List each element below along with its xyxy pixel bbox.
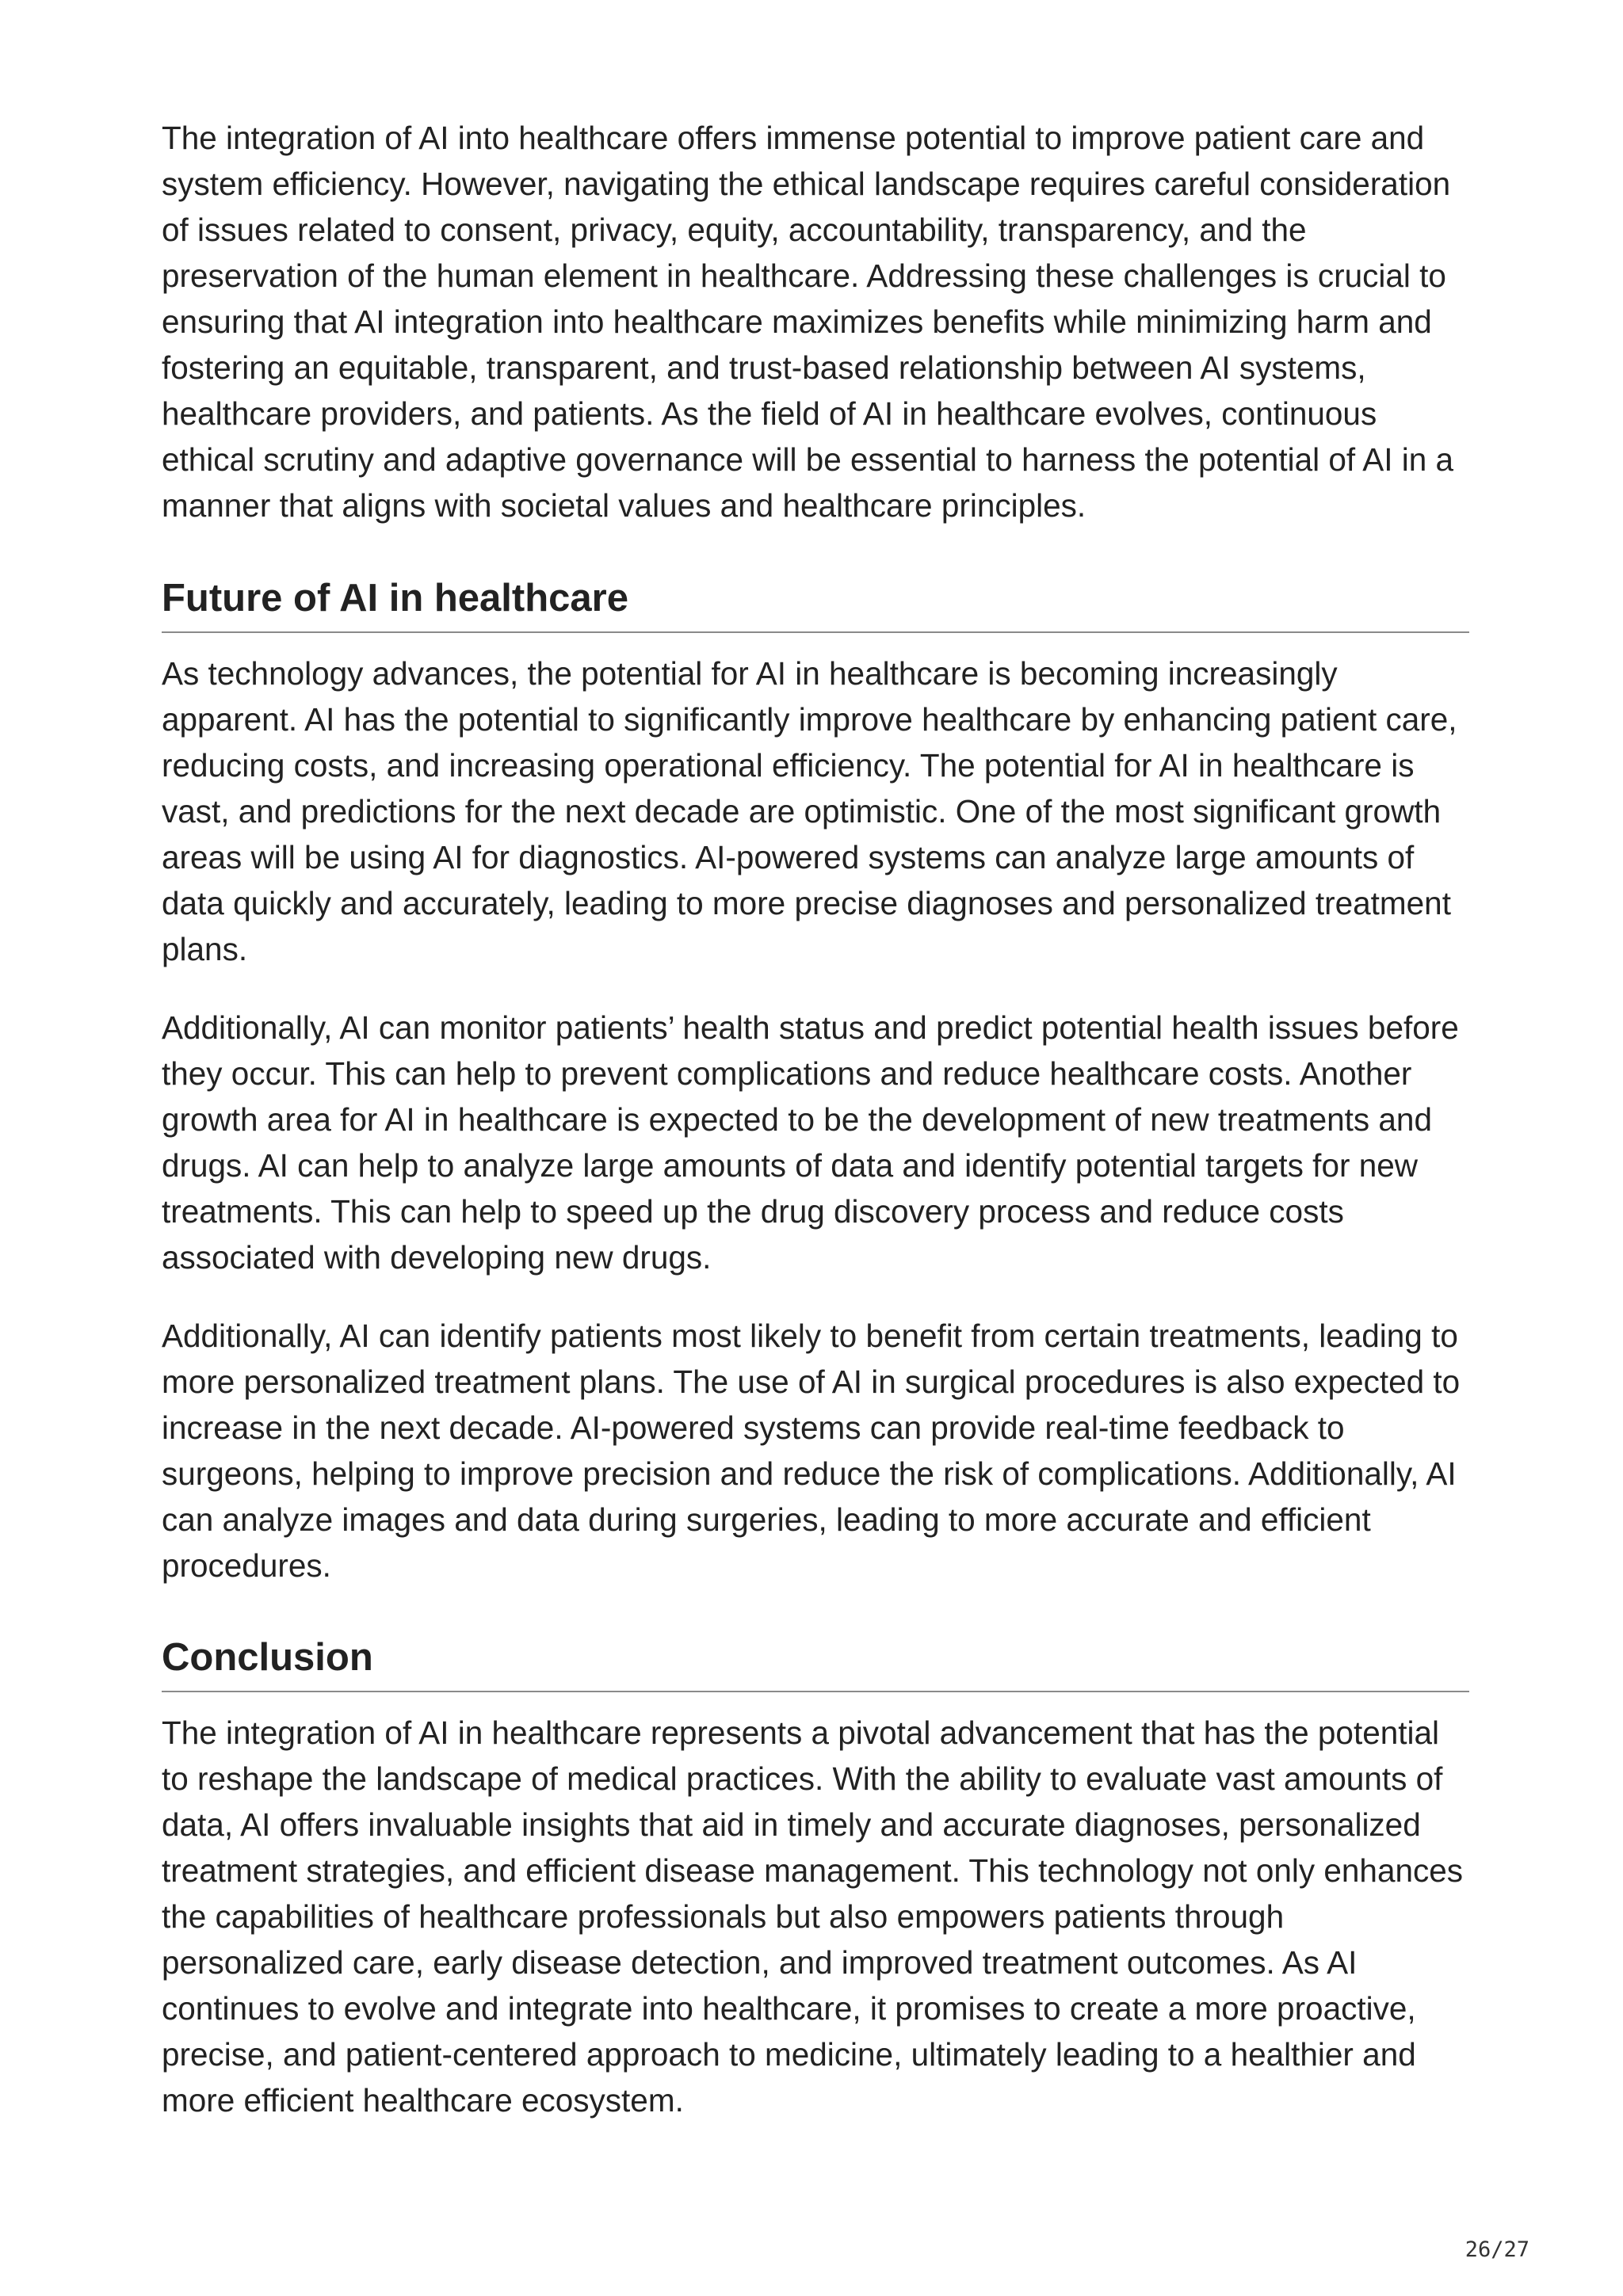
section-heading-future-of-ai: Future of AI in healthcare [162, 577, 628, 620]
conclusion-paragraph: The integration of AI in healthcare represents a pivotal advancement that has the potential to reshape the landscape of medical practices. With the ability to evaluate vast amounts of data, AI offers invaluable insights that aid in timely and accurate diagnoses, personalized treatment strategies, and efficient disease management. This technology not only enhances the capabilities of healthcare professionals but also empowers patients through personalized care, early disease detection, and improved treatment outcomes. As AI continues to evolve and integrate into healthcare, it promises to create a more proactive, precise, and patient-centered approach to medicine, ultimately leading to a healthier and more efficient healthcare ecosystem. [162, 1714, 1464, 2119]
document-body [162, 115, 1469, 2123]
page-number: 26/27 [1465, 2237, 1529, 2262]
section-divider [162, 631, 1469, 633]
future-paragraph-3: Additionally, AI can identify patients most likely to benefit from certain treatments, leading to more personalized treatment plans. The use of AI in surgical procedures is also expected to increase in the next decade. AI-powered systems can provide real-time feedback to surgeons, helping to improve precision and reduce the risk of complications. Additionally, AI can analyze images and data during surgeries, leading to more accurate and efficient procedures. [162, 1318, 1461, 1584]
future-paragraph-2: Additionally, AI can monitor patients’ health status and predict potential health issues before they occur. This can help to prevent complications and reduce healthcare costs. Another growth area for AI in healthcare is expected to be the development of new treatments and drugs. AI can help to analyze large amounts of data and identify potential targets for new treatments. This can help to speed up the drug discovery process and reduce costs associated with developing new drugs. [162, 1009, 1459, 1276]
intro-paragraph: The integration of AI into healthcare offers immense potential to improve patient care and system efficiency. However, navigating the ethical landscape requires careful consideration of issues related to consent, privacy, equity, accountability, transparency, and the preservation of the human element in healthcare. Addressing these challenges is crucial to ensuring that AI integration into healthcare maximizes benefits while minimizing harm and fostering an equitable, transparent, and trust-based relationship between AI systems, healthcare providers, and patients. As the field of AI in healthcare evolves, continuous ethical scrutiny and adaptive governance will be essential to harness the potential of AI in a manner that aligns with societal values and healthcare principles. [162, 120, 1454, 524]
section-heading-conclusion: Conclusion [162, 1636, 373, 1679]
section-divider [162, 1691, 1469, 1692]
future-paragraph-1: As technology advances, the potential for AI in healthcare is becoming increasingly apparent. AI has the potential to significantly improve healthcare by enhancing patient care, reducing costs, and increasing operational efficiency. The potential for AI in healthcare is vast, and predictions for the next decade are optimistic. One of the most significant growth areas will be using AI for diagnostics. AI-powered systems can analyze large amounts of data quickly and accurately, leading to more precise diagnoses and personalized treatment plans. [162, 655, 1457, 967]
